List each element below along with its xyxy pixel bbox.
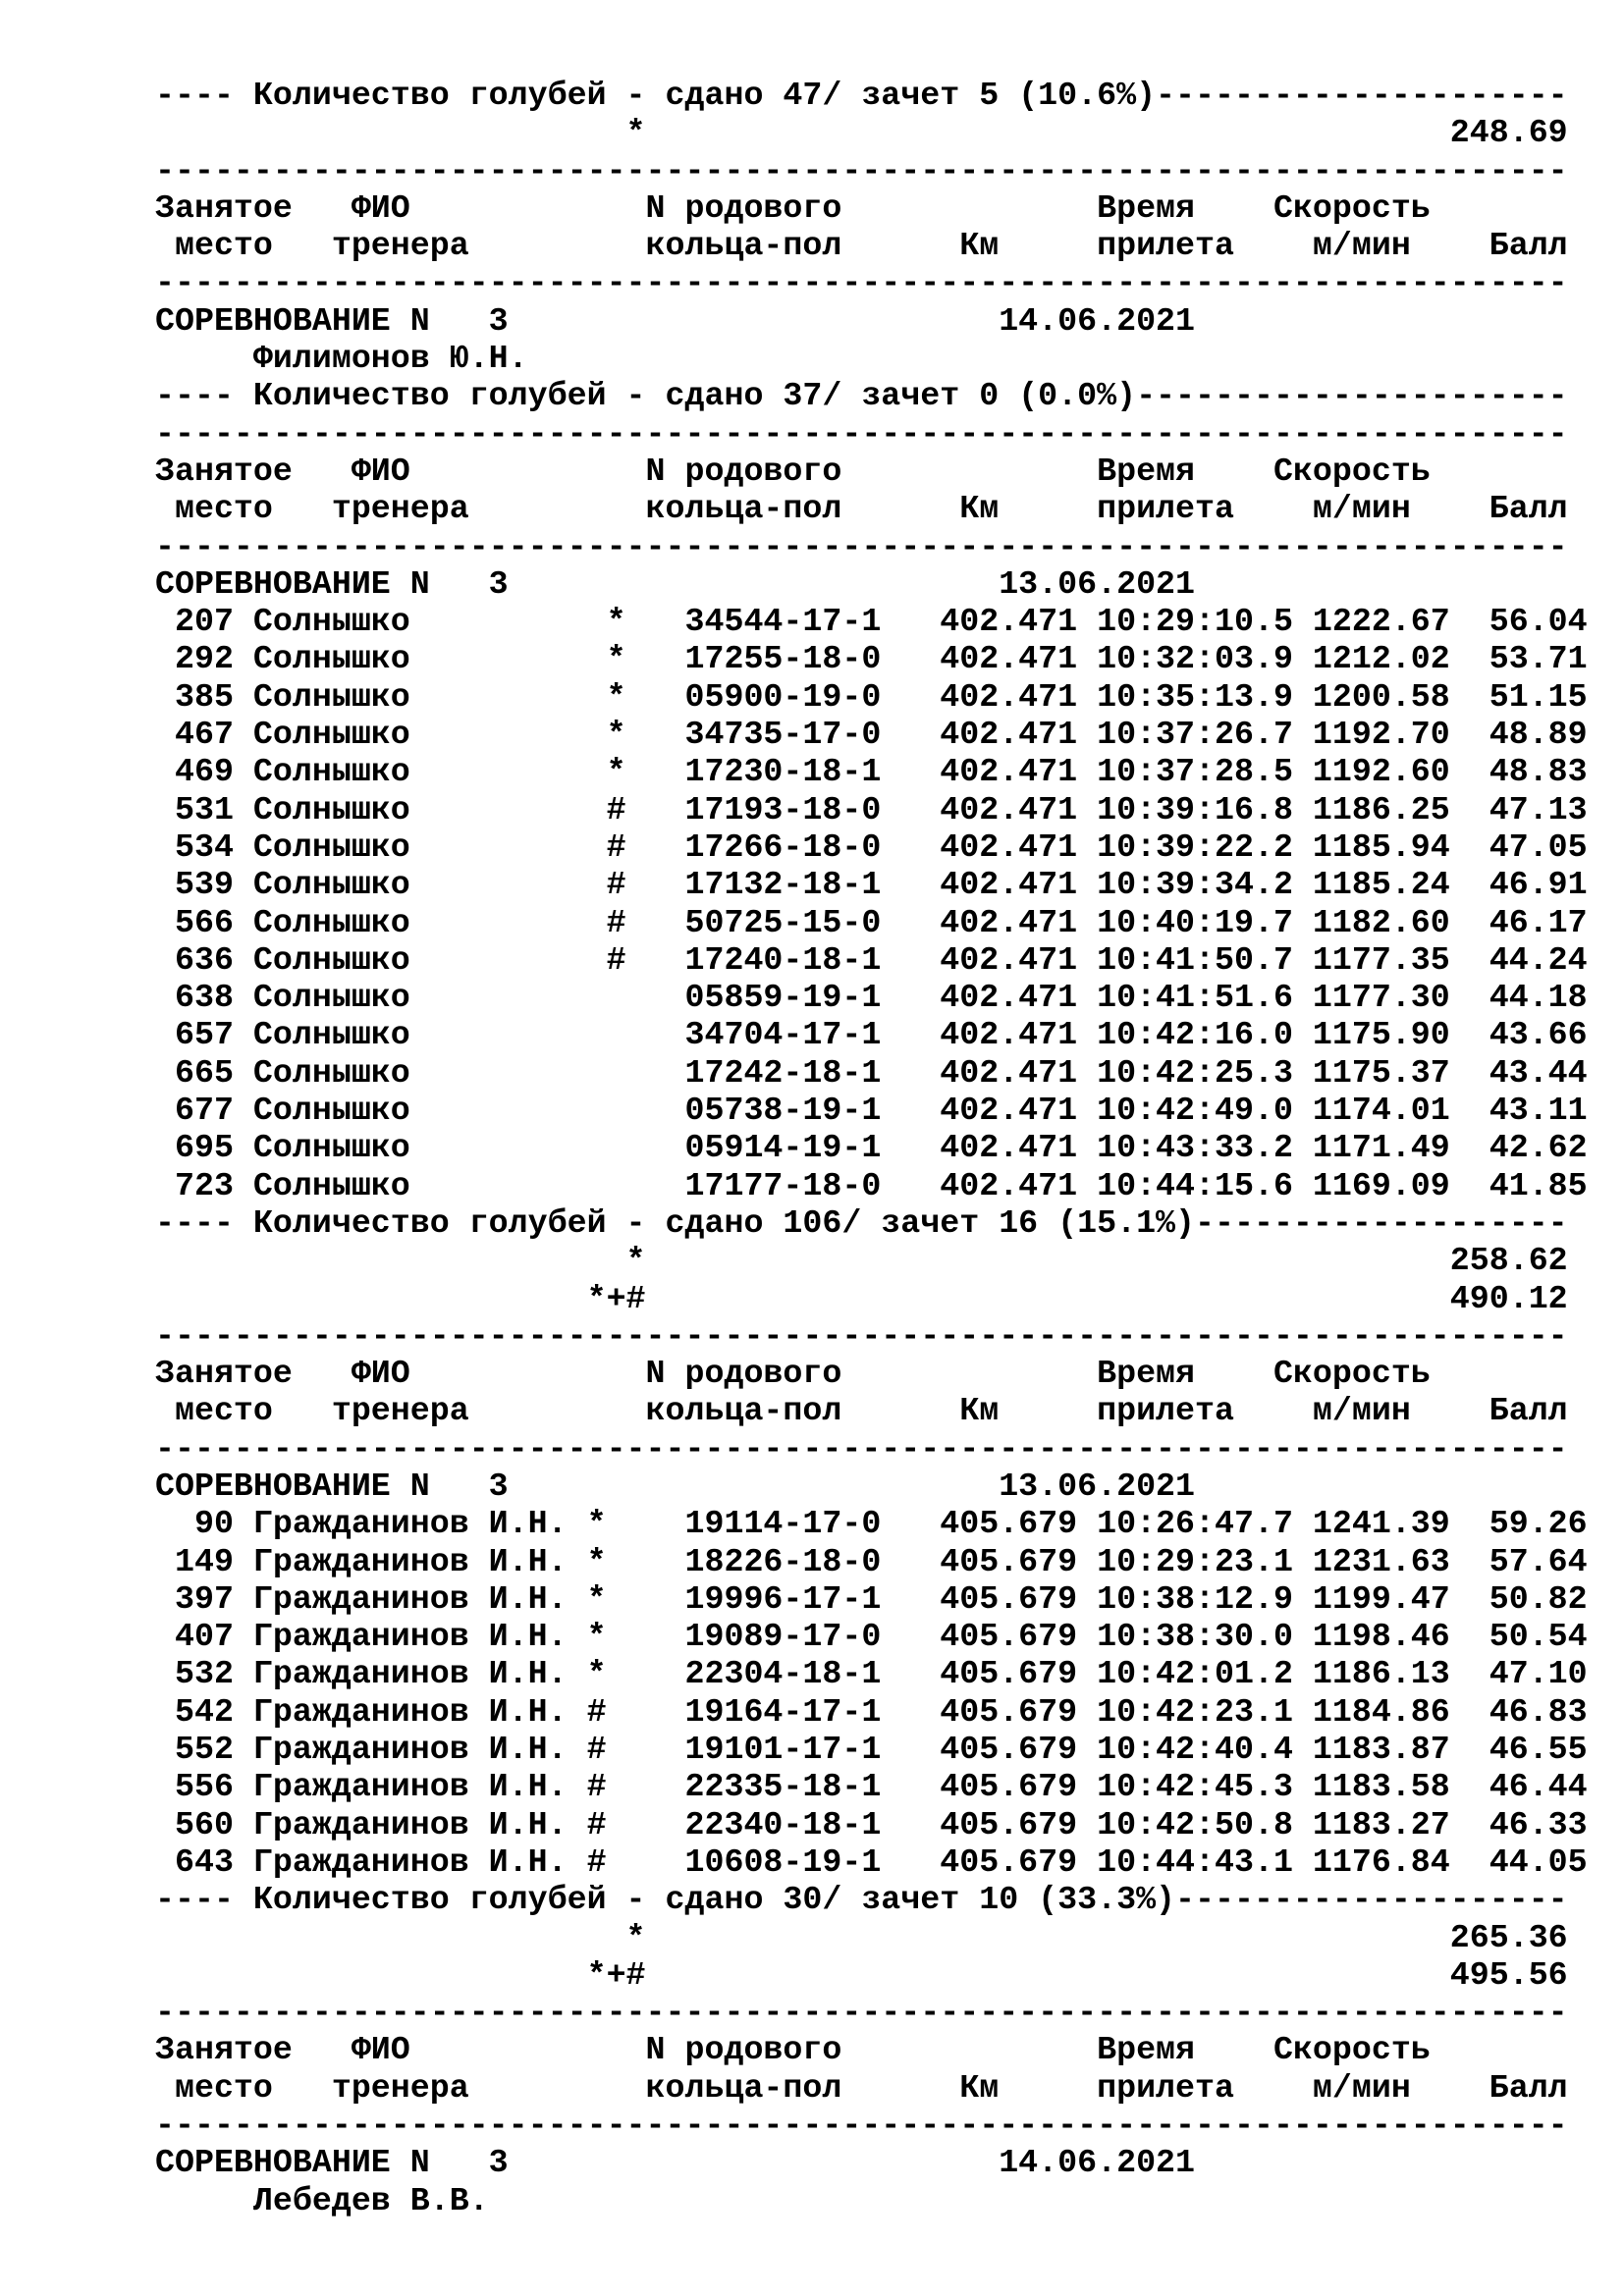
report-line: ---- Количество голубей - сдано 37/ зачет 0 (0.0%)----------------------	[155, 377, 1568, 415]
report-line: 552 Гражданинов И.Н. # 19101-17-1 405.679 10:42:40.4 1183.87 46.55	[155, 1731, 1588, 1769]
report-line: *+# 490.12	[155, 1279, 1568, 1317]
report-line: ------------------------------------------------------------------------	[155, 414, 1568, 453]
report-line: 539 Солнышко # 17132-18-1 402.471 10:39:34.2 1185.24 46.91	[155, 866, 1588, 904]
report-line: Филимонов Ю.Н.	[155, 340, 528, 378]
report-line: 207 Солнышко * 34544-17-1 402.471 10:29:10.5 1222.67 56.04	[155, 603, 1588, 641]
report-line: * 265.36	[155, 1918, 1568, 1956]
report-line: 385 Солнышко * 05900-19-0 402.471 10:35:13.9 1200.58 51.15	[155, 677, 1588, 716]
report-line: 566 Солнышко # 50725-15-0 402.471 10:40:19.7 1182.60 46.17	[155, 903, 1588, 941]
report-line: 292 Солнышко * 17255-18-0 402.471 10:32:03.9 1212.02 53.71	[155, 640, 1588, 678]
report-line: 677 Солнышко 05738-19-1 402.471 10:42:49.0 1174.01 43.11	[155, 1092, 1588, 1130]
report-line: ------------------------------------------------------------------------	[155, 527, 1568, 565]
report-line: 643 Гражданинов И.Н. # 10608-19-1 405.679 10:44:43.1 1176.84 44.05	[155, 1842, 1588, 1881]
report-line: ------------------------------------------------------------------------	[155, 151, 1568, 189]
report-line: * 248.69	[155, 114, 1568, 152]
report-line: Занятое ФИО N родового Время Скорость	[155, 2031, 1431, 2069]
report-line: 665 Солнышко 17242-18-1 402.471 10:42:25.3 1175.37 43.44	[155, 1053, 1588, 1092]
report-line: ------------------------------------------------------------------------	[155, 2107, 1568, 2145]
report-line: 695 Солнышко 05914-19-1 402.471 10:43:33.2 1171.49 42.62	[155, 1129, 1588, 1167]
report-line: Лебедев В.В.	[155, 2181, 489, 2219]
report-line: * 258.62	[155, 1242, 1568, 1280]
report-line: место тренера кольца-пол Км прилета м/мин Балл	[155, 490, 1568, 528]
report-line: 90 Гражданинов И.Н. * 19114-17-0 405.679 10:26:47.7 1241.39 59.26	[155, 1505, 1588, 1543]
report-line: Занятое ФИО N родового Время Скорость	[155, 188, 1431, 227]
report-line: СОРЕВНОВАНИЕ N 3 13.06.2021	[155, 564, 1196, 603]
report-line: ------------------------------------------------------------------------	[155, 1316, 1568, 1355]
report-line: СОРЕВНОВАНИЕ N 3 13.06.2021	[155, 1467, 1196, 1505]
report-line: ---- Количество голубей - сдано 30/ зачет 10 (33.3%)--------------------	[155, 1881, 1568, 1919]
report-sheet	[155, 77, 1589, 2219]
report-line: 469 Солнышко * 17230-18-1 402.471 10:37:28.5 1192.60 48.83	[155, 753, 1588, 791]
report-line: ------------------------------------------------------------------------	[155, 1994, 1568, 2032]
report-line: место тренера кольца-пол Км прилета м/мин Балл	[155, 2068, 1568, 2107]
report-line: СОРЕВНОВАНИЕ N 3 14.06.2021	[155, 2144, 1196, 2182]
report-line: место тренера кольца-пол Км прилета м/мин Балл	[155, 227, 1568, 265]
report-line: место тренера кольца-пол Км прилета м/мин Балл	[155, 1392, 1568, 1430]
report-line: 532 Гражданинов И.Н. * 22304-18-1 405.679 10:42:01.2 1186.13 47.10	[155, 1655, 1588, 1693]
report-line: ------------------------------------------------------------------------	[155, 1429, 1568, 1468]
report-line: ---- Количество голубей - сдано 106/ зачет 16 (15.1%)-------------------	[155, 1203, 1568, 1242]
report-line: 723 Солнышко 17177-18-0 402.471 10:44:15.6 1169.09 41.85	[155, 1166, 1588, 1204]
report-line: ---- Количество голубей - сдано 47/ зачет 5 (10.6%)---------------------	[155, 77, 1568, 114]
report-line: 149 Гражданинов И.Н. * 18226-18-0 405.679 10:29:23.1 1231.63 57.64	[155, 1542, 1588, 1580]
report-line: 638 Солнышко 05859-19-1 402.471 10:41:51.6 1177.30 44.18	[155, 979, 1588, 1017]
report-line: 531 Солнышко # 17193-18-0 402.471 10:39:16.8 1186.25 47.13	[155, 790, 1588, 828]
report-line: 467 Солнышко * 34735-17-0 402.471 10:37:26.7 1192.70 48.89	[155, 716, 1588, 754]
report-line: 560 Гражданинов И.Н. # 22340-18-1 405.679 10:42:50.8 1183.27 46.33	[155, 1805, 1588, 1843]
report-line: *+# 495.56	[155, 1955, 1568, 1994]
report-line: 542 Гражданинов И.Н. # 19164-17-1 405.679 10:42:23.1 1184.86 46.83	[155, 1692, 1588, 1731]
report-line: 636 Солнышко # 17240-18-1 402.471 10:41:50.7 1177.35 44.24	[155, 940, 1588, 979]
report-line: Занятое ФИО N родового Время Скорость	[155, 1355, 1431, 1393]
report-line: 534 Солнышко # 17266-18-0 402.471 10:39:22.2 1185.94 47.05	[155, 828, 1588, 866]
report-line: 657 Солнышко 34704-17-1 402.471 10:42:16.0 1175.90 43.66	[155, 1016, 1588, 1054]
report-line: СОРЕВНОВАНИЕ N 3 14.06.2021	[155, 301, 1196, 340]
report-line: Занятое ФИО N родового Время Скорость	[155, 452, 1431, 490]
report-line: 556 Гражданинов И.Н. # 22335-18-1 405.679 10:42:45.3 1183.58 46.44	[155, 1768, 1588, 1806]
report-line: 407 Гражданинов И.Н. * 19089-17-0 405.679 10:38:30.0 1198.46 50.54	[155, 1618, 1588, 1656]
report-text	[155, 77, 1589, 2219]
report-line: 397 Гражданинов И.Н. * 19996-17-1 405.679 10:38:12.9 1199.47 50.82	[155, 1579, 1588, 1618]
report-line: ------------------------------------------------------------------------	[155, 264, 1568, 302]
